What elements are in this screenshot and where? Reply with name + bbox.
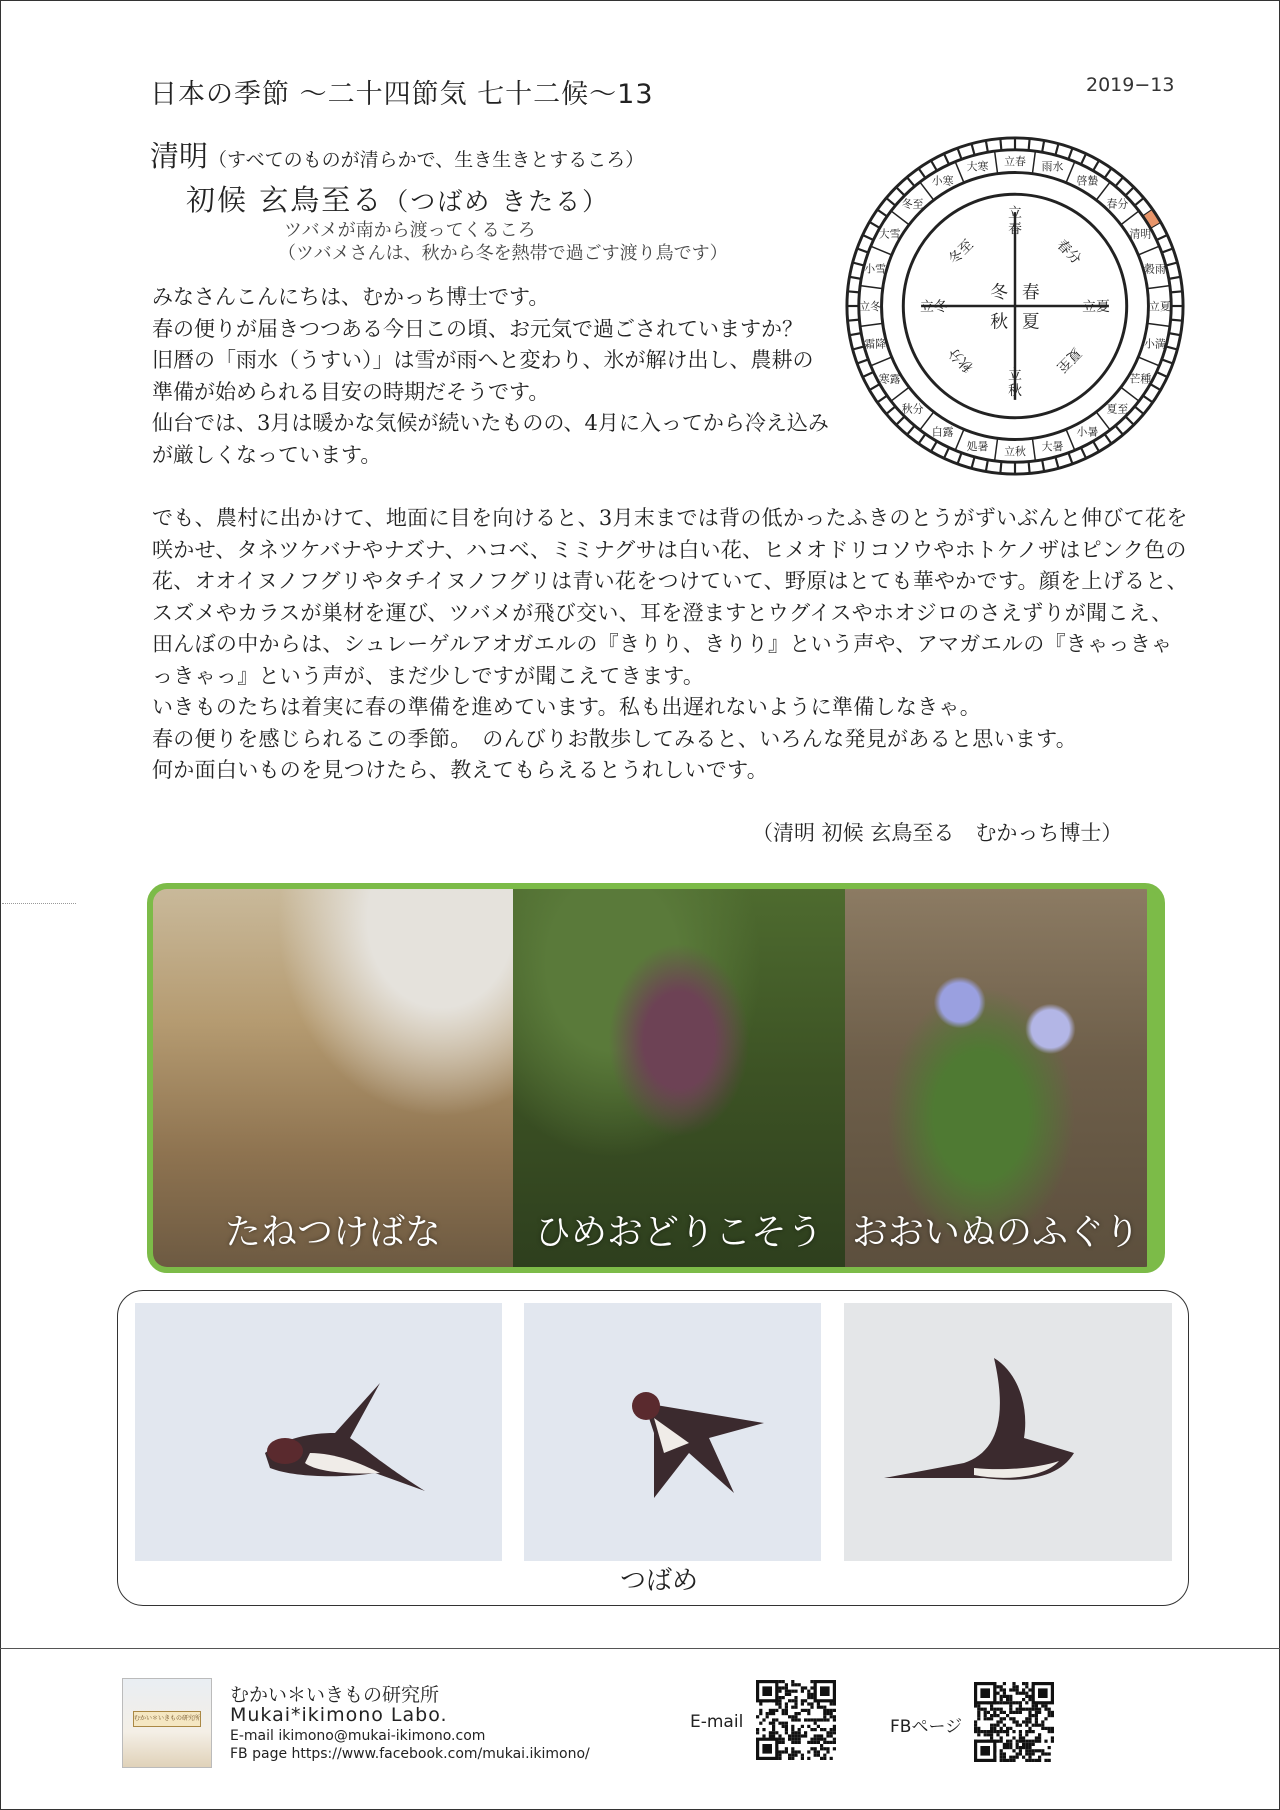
- sekki-label: 処暑: [966, 439, 989, 453]
- photo-swallow-1: [135, 1303, 502, 1561]
- intro-line: みなさんこんにちは、むかっち博士です。: [152, 285, 550, 309]
- photo-swallow-2: [524, 1303, 821, 1561]
- axis-label: 立夏: [1082, 298, 1110, 315]
- org-facebook[interactable]: FB page https://www.facebook.com/mukai.ikimono/: [230, 1746, 590, 1762]
- axis-label: 立冬: [920, 298, 948, 315]
- kou-name: 初候 玄鳥至る: [186, 183, 384, 217]
- body-paragraph: いきものたちは着実に春の準備を進めています。私も出遅れないように準備しなきゃ。: [152, 695, 982, 719]
- qr-code-icon[interactable]: [974, 1682, 1054, 1762]
- season-label: 秋: [990, 311, 1009, 333]
- intro-text: [152, 282, 832, 471]
- axis-label: 立: [1008, 367, 1022, 384]
- sekki-label: 立冬: [859, 299, 882, 313]
- org-name-ja: むかい＊いきもの研究所: [230, 1684, 440, 1706]
- sekki-label: 立夏: [1148, 299, 1171, 313]
- sekki-label: 小暑: [1076, 425, 1099, 439]
- wheel-inner-labels: [920, 205, 1110, 400]
- equinox-label: 夏至: [1053, 344, 1085, 376]
- sekki-label: 秋分: [901, 402, 924, 416]
- photo-swallow-3: [844, 1303, 1172, 1561]
- swallow-label: つばめ: [620, 1566, 699, 1596]
- lab-logo: [122, 1678, 212, 1768]
- season-label: 春: [1021, 282, 1040, 304]
- page-title: 日本の季節 〜二十四節気 七十二候〜13: [150, 79, 654, 110]
- intro-line: 旧暦の「雨水（うすい）」は雪が雨へと変わり、氷が解け出し、農耕の準備が始められる目安の時期だそうです。: [152, 348, 814, 404]
- sekki-label: 小雪: [864, 262, 886, 276]
- intro-line: 仙台では、3月は暖かな気候が続いたものの、4月に入ってから冷え込みが厳しくなっています。: [152, 411, 829, 467]
- sekki-label: 大寒: [966, 160, 989, 174]
- body-text: [152, 503, 1192, 787]
- body-paragraph: 春の便りを感じられるこの季節。 のんびりお散歩してみると、いろんな発見があると思います。: [152, 726, 1078, 751]
- flower-label: たねつけばな: [224, 1212, 441, 1253]
- sekki-name: 清明: [150, 139, 209, 173]
- body-paragraph: 何か面白いものを見つけたら、教えてもらえるとうれしいです。: [152, 758, 769, 782]
- equinox-label: 冬至: [945, 236, 977, 268]
- qr-code-icon[interactable]: [756, 1680, 836, 1760]
- kou-heading: [186, 178, 609, 219]
- flower-photo-panel: [147, 883, 1165, 1273]
- issue-number: 2019−13: [1086, 74, 1175, 96]
- sekki-note: （すべてのものが清らかで、生き生きとするころ）: [208, 149, 645, 171]
- swallow-photo-panel: [117, 1290, 1189, 1606]
- dotted-guide: [2, 903, 76, 904]
- season-label: 夏: [1021, 311, 1040, 333]
- sekki-label: 啓蟄: [1076, 174, 1099, 188]
- sekki-label: 大暑: [1041, 439, 1064, 453]
- sekki-label: 大雪: [878, 227, 901, 241]
- sekki-label: 寒露: [878, 372, 901, 386]
- sekki-label: 春分: [1106, 197, 1129, 211]
- photo-ooinunofuguri: [845, 889, 1147, 1267]
- sekki-label: 霜降: [864, 337, 886, 351]
- axis-label: 立: [1008, 205, 1022, 222]
- sekki-heading: [150, 134, 644, 175]
- sekki-label: 立春: [1004, 155, 1026, 169]
- flower-label: おおいぬのふぐり: [851, 1212, 1140, 1253]
- kou-note: （ツバメさんは、秋から冬を熱帯で過ごす渡り鳥です）: [278, 243, 728, 264]
- org-email[interactable]: E-mail ikimono@mukai-ikimono.com: [230, 1728, 486, 1744]
- qr-email-label: E-mail: [690, 1712, 744, 1732]
- photo-himeodorikosou: [513, 889, 845, 1267]
- sekki-label: 白露: [931, 425, 954, 439]
- flower-label: ひめおどりこそう: [534, 1212, 823, 1253]
- sekki-label: 芒種: [1129, 372, 1152, 386]
- org-name-en: Mukai*ikimono Labo.: [230, 1704, 448, 1726]
- sekki-label: 小寒: [931, 174, 954, 188]
- logo-sign: むかい＊いきもの研究所: [133, 1711, 201, 1727]
- sekki-label: 立秋: [1004, 444, 1026, 458]
- axis-label: 秋: [1008, 382, 1022, 399]
- sekki-label: 夏至: [1106, 402, 1129, 416]
- kou-reading: （つばめ きたる）: [383, 187, 610, 216]
- signature: （清明 初候 玄鳥至る むかっち博士）: [752, 821, 1123, 845]
- sekki-label: 穀雨: [1144, 262, 1166, 276]
- sekki-label: 清明: [1129, 227, 1152, 241]
- equinox-label: 秋分: [945, 344, 977, 376]
- season-label: 冬: [990, 282, 1009, 304]
- axis-label: 春: [1008, 220, 1022, 237]
- season-wheel-diagram: [842, 133, 1188, 479]
- footer-divider: [0, 1648, 1280, 1649]
- body-paragraph: でも、農村に出かけて、地面に目を向けると、3月末までは背の低かったふきのとうがずいぶんと伸びて花を咲かせ、タネツケバナやナズナ、ハコベ、ミミナグサは白い花、ヒメオドリコソウやホトケノザはピンク色の花、オオイヌノフグリやタチイヌノフグリは青い花をつけていて、野原はとても華やかです。顔を上げると、スズメやカラスが巣材を運び、ツバメが飛び交い、耳を澄ますとウグイスやホオジロのさえずりが聞こえ、田んぼの中からは、シュレーゲルアオガエルの『きりり、きりり』という声や、アマガエルの『きゃっきゃっきゃっ』という声が、まだ少しですが聞こえてきます。: [152, 506, 1188, 688]
- sekki-label: 小満: [1144, 337, 1166, 351]
- kou-description: ツバメが南から渡ってくるころ: [284, 220, 536, 241]
- sekki-label: 雨水: [1041, 160, 1064, 174]
- photo-tanetsukebana: [153, 889, 513, 1267]
- intro-line: 春の便りが届きつつある今日この頃、お元気で過ごされていますか？: [152, 316, 803, 341]
- qr-fb-label: FBページ: [890, 1717, 963, 1737]
- sekki-label: 冬至: [901, 197, 924, 211]
- equinox-label: 春分: [1053, 236, 1085, 268]
